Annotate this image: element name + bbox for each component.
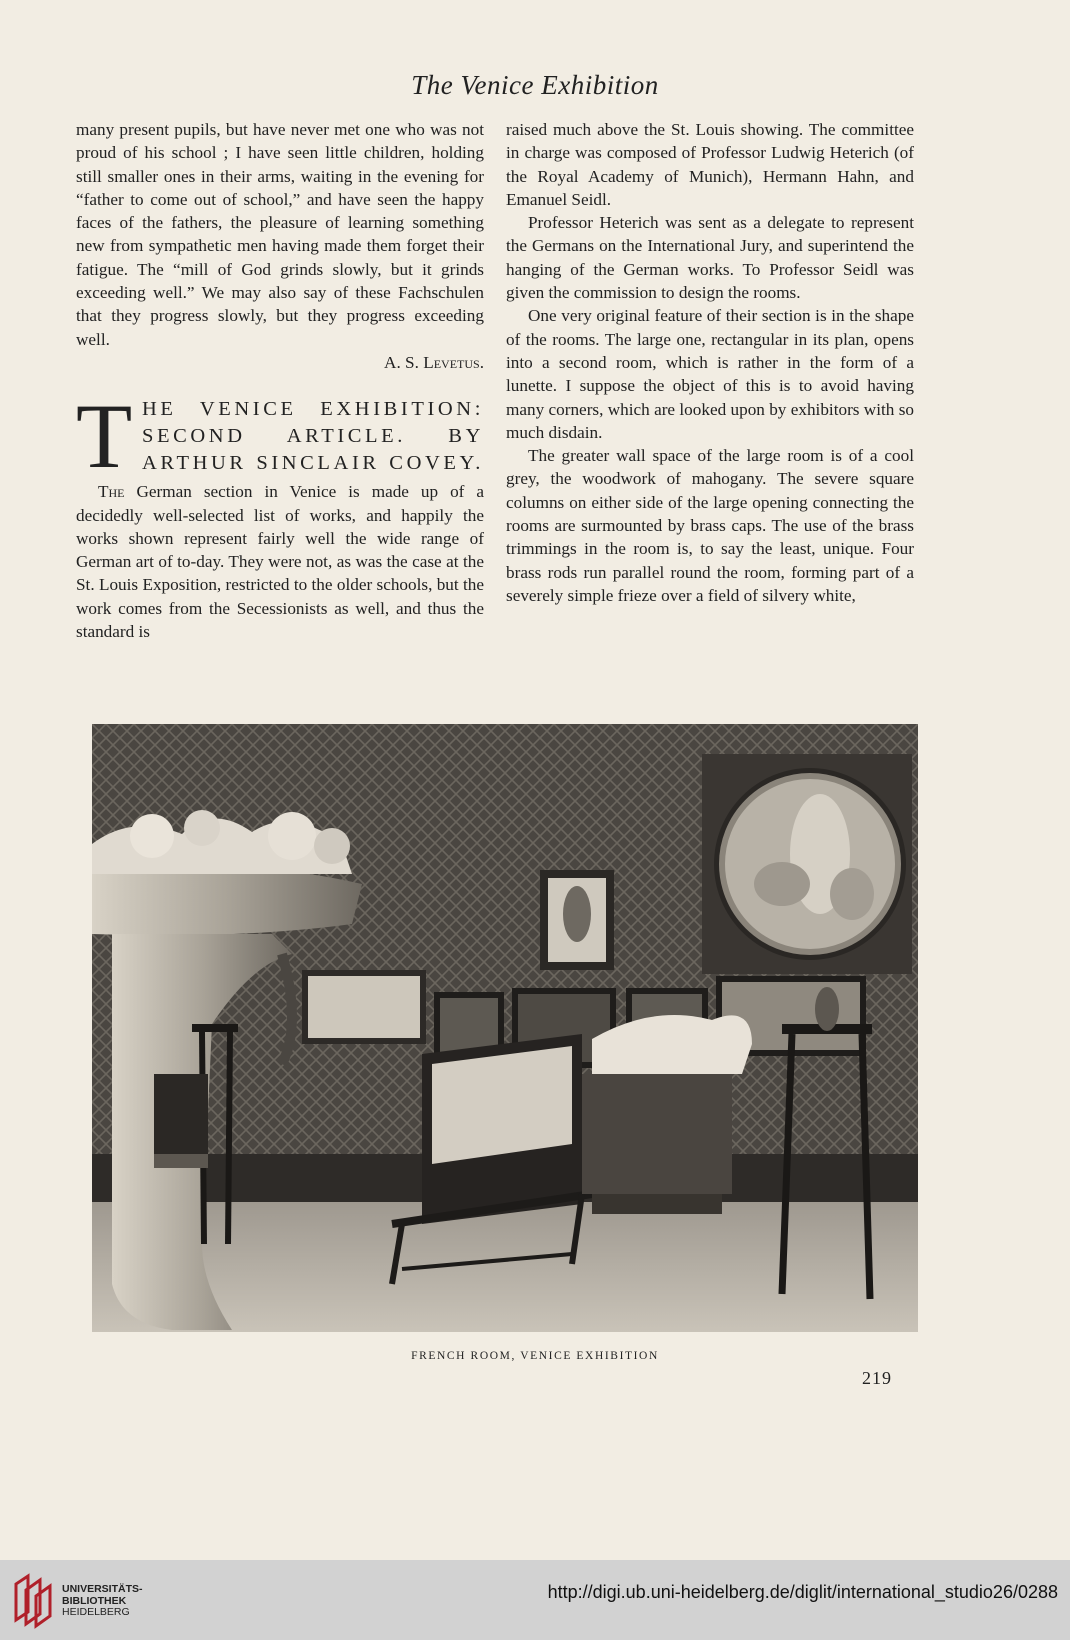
photo-illustration xyxy=(92,724,918,1332)
heading-line: HE VENICE EXHIBITION: xyxy=(142,398,484,421)
article-heading xyxy=(76,385,484,488)
page-number: 219 xyxy=(862,1368,892,1388)
lead-word: The xyxy=(98,482,125,502)
paragraph-text: German section in Venice is made up of a decidedly well-selected list of works, and happily the works shown represent fairly well the wide range of German art of to-day. They were not, as was the case at the St. Louis Exposition, restricted to the older schools, but the work comes from the Secessionists as well, and thus the standard is xyxy=(76,482,484,642)
figure-caption: FRENCH ROOM, VENICE EXHIBITION xyxy=(411,1350,659,1362)
library-name-line: BIBLIOTHEK xyxy=(62,1594,127,1607)
paragraph: many present pupils, but have never met one who was not proud of his school ; I have seen little children, holding still smaller ones in their arms, waiting in the evening for “father to come out of school,” and have seen the happy faces of the fathers, the pleasure of learning something new from sympathetic men having made them forget their fatigue. The “mill of God grinds slowly, but it grinds exceeding well.” We may also say of these Fachschulen that they progress slowly, but they progress exceeding well. xyxy=(76,120,484,349)
library-name-line: HEIDELBERG xyxy=(62,1606,130,1618)
left-column xyxy=(76,118,484,643)
running-header: The Venice Exhibition xyxy=(411,70,659,100)
exhibition-photograph xyxy=(92,724,918,1332)
viewer-footer xyxy=(0,1560,1070,1640)
author-signature: A. S. Levetus. xyxy=(384,352,484,372)
paragraph: raised much above the St. Louis showing. The committee in charge was composed of Professor Ludwig Heterich (of the Royal Academy of Munich), Hermann Hahn, and Emanuel Seidl. xyxy=(506,120,914,209)
library-logo-icon[interactable] xyxy=(10,1570,56,1630)
paragraph xyxy=(76,480,484,643)
drop-cap: T xyxy=(76,385,133,488)
paragraph: One very original feature of their section is in the shape of the rooms. The large one, rectangular in its plan, opens into a second room, which is rather in the form of a lunette. I suppose the object of this is to avoid having many corners, which are looked upon by exhibitors with so much disdain. xyxy=(506,306,914,442)
paragraph: The greater wall space of the large room is of a cool grey, the woodwork of mahogany. The severe square columns on either side of the large opening connecting the rooms are surmounted by brass caps. The use of the brass trimmings in the room is, to say the least, unique. Four brass rods run parallel round the room, forming part of a severely simple frieze over a field of silvery white, xyxy=(506,446,914,605)
source-url-link[interactable]: http://digi.ub.uni-heidelberg.de/diglit/international_studio26/0288 xyxy=(547,1582,1058,1602)
right-column xyxy=(506,118,914,607)
library-name[interactable] xyxy=(62,1584,143,1619)
heading-line: SECOND ARTICLE. BY xyxy=(142,425,484,448)
library-name-line: UNIVERSITÄTS- xyxy=(62,1583,143,1595)
heading-line: ARTHUR SINCLAIR COVEY. xyxy=(142,452,484,475)
paragraph: Professor Heterich was sent as a delegate to represent the Germans on the International Jury, and superintend the hanging of the German works. To Professor Seidl was given the commission to design the rooms. xyxy=(506,213,914,303)
